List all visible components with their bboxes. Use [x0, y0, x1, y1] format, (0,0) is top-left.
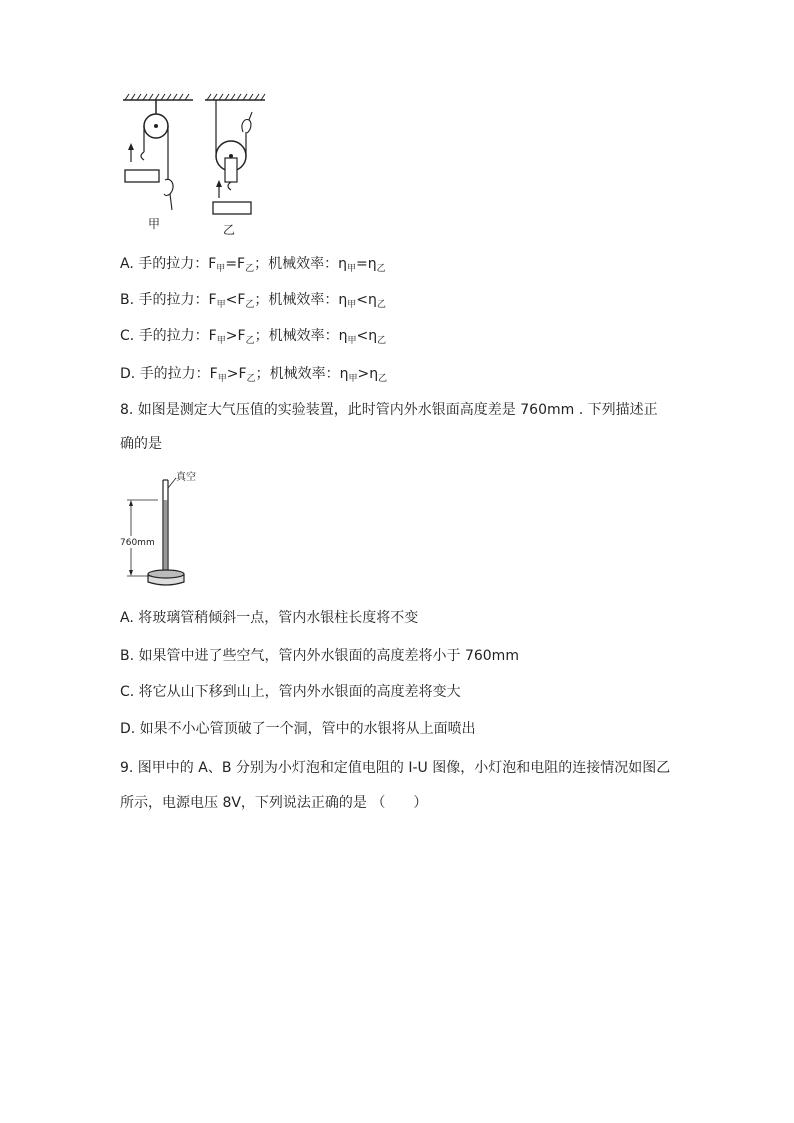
q7-option-c[interactable]: C. 手的拉力：$F_甲>F_乙$；机械效率：$\eta_甲<\eta_乙$: [120, 328, 387, 346]
q9-stem-line2: 所示，电源电压 8V，下列说法正确的是 （ ）: [120, 795, 428, 811]
barometer-figure: [118, 466, 210, 590]
vacuum-label: 真空: [176, 472, 196, 483]
q8-option-a[interactable]: A. 将玻璃管稍倾斜一点，管内水银柱长度将不变: [120, 610, 419, 626]
q8-stem-line1: 8. 如图是测定大气压值的实验装置，此时管内外水银面高度差是 760mm . 下列描述正: [120, 402, 658, 418]
figure-label-jia: 甲: [148, 217, 161, 231]
q7-option-a[interactable]: A. 手的拉力：$F_甲=F_乙$；机械效率：$\eta_甲=\eta_乙$: [120, 256, 386, 274]
q8-option-b[interactable]: B. 如果管中进了些空气，管内外水银面的高度差将小于 760mm: [120, 648, 519, 664]
q8-option-c[interactable]: C. 将它从山下移到山上，管内外水银面的高度差将变大: [120, 684, 461, 700]
height-760mm-label: 760mm: [120, 538, 155, 548]
q8-option-d[interactable]: D. 如果不小心管顶破了一个洞，管中的水银将从上面喷出: [120, 721, 476, 737]
q7-option-d[interactable]: D. 手的拉力：$F_甲>F_乙$；机械效率：$\eta_甲>\eta_乙$: [120, 366, 388, 384]
q8-stem-line2: 确的是: [120, 436, 162, 452]
q7-option-b[interactable]: B. 手的拉力：$F_甲<F_乙$；机械效率：$\eta_甲<\eta_乙$: [120, 292, 386, 310]
figure-label-yi: 乙: [223, 223, 236, 237]
pulley-figure: [115, 92, 285, 242]
q9-stem-line1: 9. 图甲中的 A、B 分别为小灯泡和定值电阻的 I-U 图像，小灯泡和电阻的连接情况如图乙: [120, 760, 671, 776]
